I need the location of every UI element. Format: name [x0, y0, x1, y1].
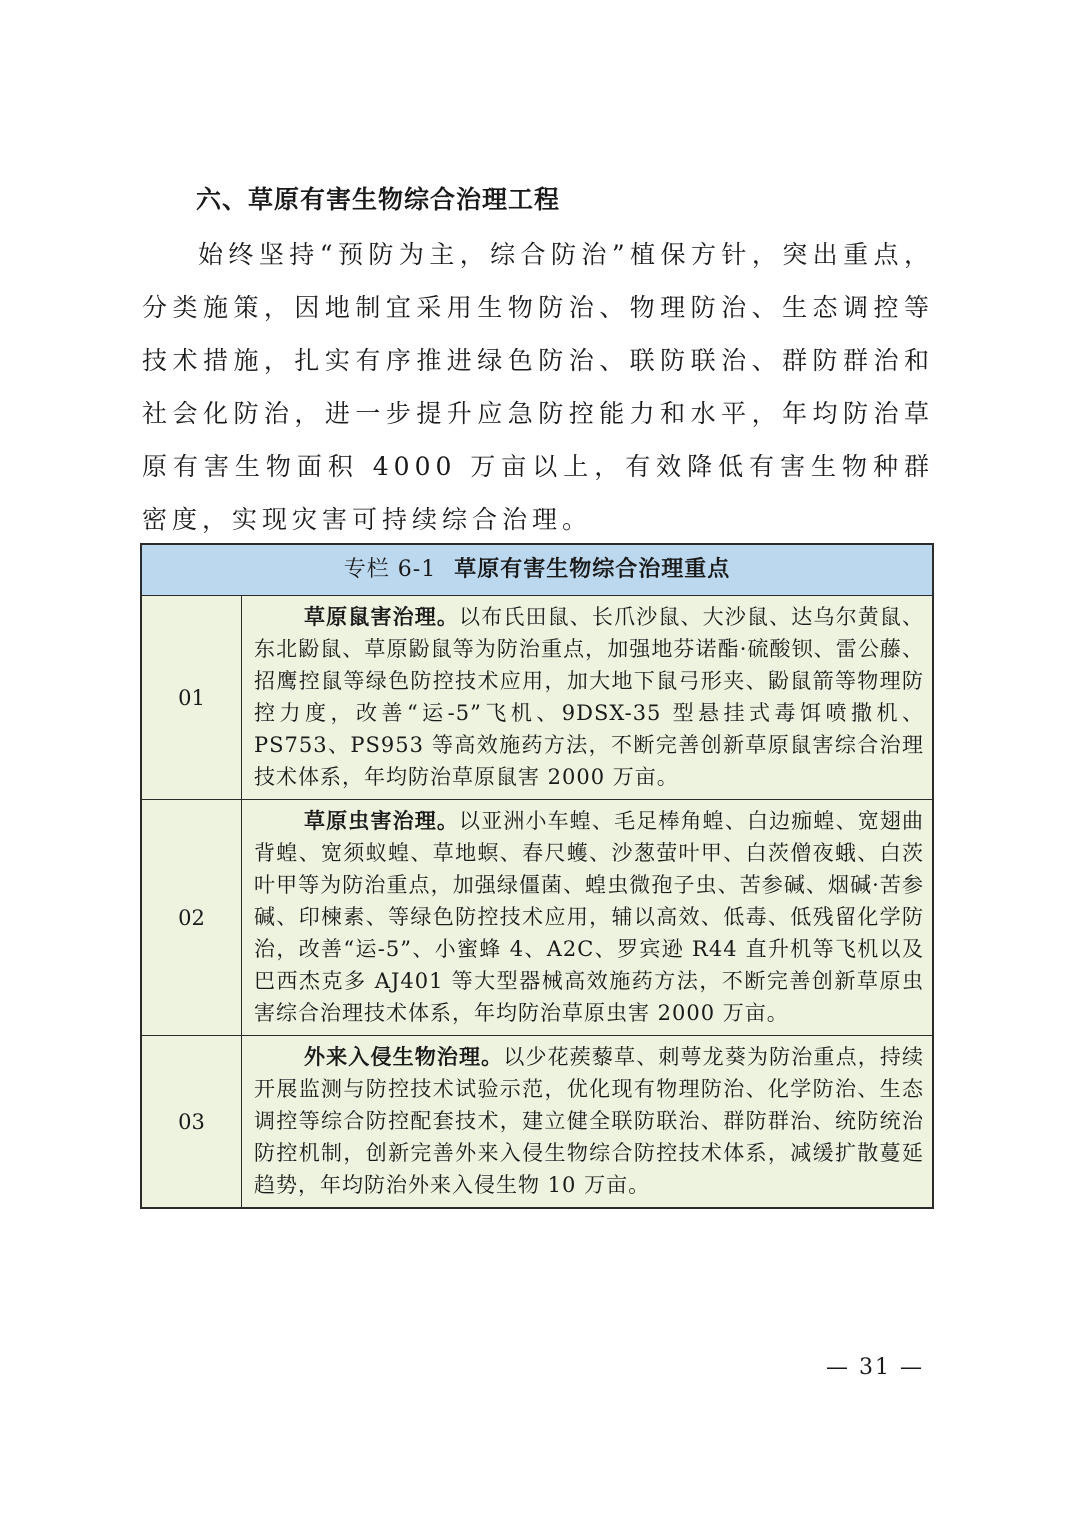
row-body: 以亚洲小车蝗、毛足棒角蝗、白边痂蝗、宽翅曲背蝗、宽须蚁蝗、草地螟、春尺蠖、沙葱萤叶甲、白茨僧夜蛾、白茨叶甲等为防治重点，加强绿僵菌、蝗虫微孢子虫、苦参碱、烟碱·苦参碱、印楝素、等绿色防控技术应用，辅以高效、低毒、低残留化学防治，改善“运-5”、小蜜蜂 4、A2C、罗宾逊 R44 直升机等飞机以及巴西杰克多 AJ401 等大型器械高效施药方法，不断完善创新草原虫害综合治理技术体系，年均防治草原虫害 2000 万亩。	[254, 809, 925, 1025]
row-content	[242, 1036, 932, 1207]
row-body: 以布氏田鼠、长爪沙鼠、大沙鼠、达乌尔黄鼠、东北鼢鼠、草原鼢鼠等为防治重点，加强地芬诺酯·硫酸钡、雷公藤、招鹰控鼠等绿色防控技术应用，加大地下鼠弓形夹、鼢鼠箭等物理防控力度，改善“运-5”飞机、9DSX-35 型悬挂式毒饵喷撒机、PS753、PS953 等高效施药方法，不断完善创新草原鼠害综合治理技术体系，年均防治草原鼠害 2000 万亩。	[254, 605, 925, 789]
section-heading: 六、草原有害生物综合治理工程	[196, 185, 561, 214]
row-number: 01	[142, 596, 242, 799]
column-box-title	[142, 545, 932, 596]
row-content	[242, 800, 932, 1035]
row-number: 03	[142, 1036, 242, 1207]
row-lead: 草原虫害治理。	[304, 809, 460, 833]
table-row	[142, 1036, 932, 1207]
page-number: — 31 —	[826, 1355, 924, 1380]
column-box-title-text: 草原有害生物综合治理重点	[454, 557, 731, 582]
row-content	[242, 596, 932, 799]
section-paragraph: 始终坚持“预防为主，综合防治”植保方针，突出重点，分类施策，因地制宜采用生物防治、物理防治、生态调控等技术措施，扎实有序推进绿色防治、联防联治、群防群治和社会化防治，进一步提升应急防控能力和水平，年均防治草原有害生物面积 4000 万亩以上，有效降低有害生物种群密度，实现灾害可持续综合治理。	[142, 240, 934, 534]
column-box	[140, 543, 934, 1209]
table-row	[142, 800, 932, 1036]
row-lead: 外来入侵生物治理。	[304, 1045, 504, 1069]
row-body: 以少花蒺藜草、刺萼龙葵为防治重点，持续开展监测与防控技术试验示范，优化现有物理防治、化学防治、生态调控等综合防控配套技术，建立健全联防联治、群防群治、统防统治防控机制，创新完善外来入侵生物综合防控技术体系，减缓扩散蔓延趋势，年均防治外来入侵生物 10 万亩。	[254, 1045, 925, 1197]
table-row	[142, 596, 932, 800]
row-number: 02	[142, 800, 242, 1035]
row-lead: 草原鼠害治理。	[304, 605, 460, 629]
column-box-code: 专栏 6-1	[343, 557, 437, 582]
